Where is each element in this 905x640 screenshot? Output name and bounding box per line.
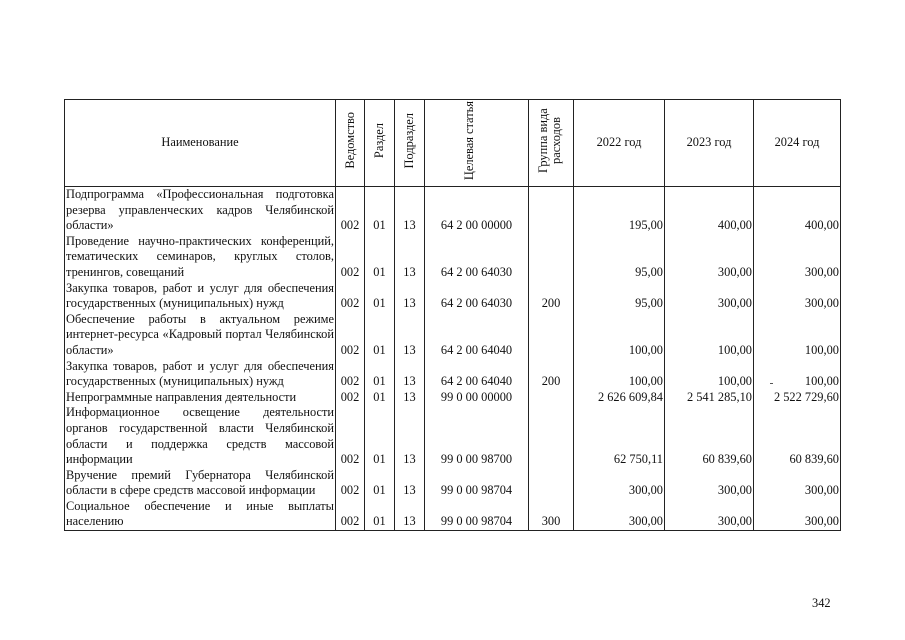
row-razdel-cell: 01: [365, 187, 395, 234]
row-vedomstvo-cell: 002: [336, 390, 365, 406]
row-podrazdel-cell: 13: [395, 405, 425, 467]
row-vedomstvo-cell: 002: [336, 234, 365, 281]
row-gruppa-cell: [529, 468, 574, 499]
row-name-cell: Подпрограмма «Профессиональная подготовка резерва управленческих кадров Челябинской области»: [66, 187, 334, 233]
header-year-2022: 2022 год: [574, 100, 665, 187]
row-podrazdel-cell: 13: [395, 468, 425, 499]
row-value-2022-cell: 195,00: [574, 187, 665, 234]
row-name-cell: Социальное обеспечение и иные выплаты населению: [65, 499, 336, 531]
row-value-2024-cell: 300,00: [754, 468, 841, 499]
row-name-cell: Обеспечение работы в актуальном режиме интернет-ресурса «Кадровый портал Челябинской области»: [66, 311, 334, 357]
row-value-2022-cell: 300,00: [574, 499, 665, 531]
row-razdel-cell: 01: [365, 281, 395, 312]
row-name-cell: Вручение премий Губернатора Челябинской области в сфере средств массовой информации: [66, 467, 334, 498]
row-gruppa-cell: [529, 187, 574, 234]
table-row: [65, 499, 841, 531]
row-podrazdel-cell: 13: [395, 312, 425, 359]
row-value-2024-cell: 300,00: [754, 281, 841, 312]
row-vedomstvo-cell: 002: [336, 281, 365, 312]
table-row: [65, 187, 841, 234]
row-name-cell: Закупка товаров, работ и услуг для обеспечения государственных (муниципальных) нужд: [66, 280, 334, 311]
row-value-2022-cell: 2 626 609,84: [574, 390, 665, 406]
row-value-2022-cell: 100,00: [574, 312, 665, 359]
table-row: [65, 312, 841, 359]
row-value-2024-cell: 100,00: [754, 359, 841, 390]
row-gruppa-cell: [529, 405, 574, 467]
row-value-2024-cell: 300,00: [754, 499, 841, 531]
row-tselevaya-statya-cell: 64 2 00 64030: [425, 234, 529, 281]
header-vedomstvo: Ведомство: [336, 100, 365, 187]
row-value-2022-cell: 300,00: [574, 468, 665, 499]
row-razdel-cell: 01: [365, 234, 395, 281]
row-value-2022-cell: 95,00: [574, 234, 665, 281]
row-razdel-cell: 01: [365, 359, 395, 390]
row-tselevaya-statya-cell: 64 2 00 64030: [425, 281, 529, 312]
row-name-cell: Закупка товаров, работ и услуг для обеспечения государственных (муниципальных) нужд: [66, 358, 334, 389]
row-value-2024-cell: 400,00: [754, 187, 841, 234]
row-razdel-cell: 01: [365, 312, 395, 359]
row-name-cell: Проведение научно-практических конференций, тематических семинаров, круглых столов, тренингов, совещаний: [66, 233, 334, 279]
scan-mark: [770, 383, 773, 384]
row-gruppa-cell: 200: [529, 359, 574, 390]
table-row: [65, 390, 841, 406]
row-razdel-cell: 01: [365, 405, 395, 467]
row-gruppa-cell: [529, 390, 574, 406]
row-value-2023-cell: 300,00: [665, 234, 754, 281]
header-year-2023: 2023 год: [665, 100, 754, 187]
header-gruppa-vida-raskhodov: Группа вида расходов: [529, 100, 574, 187]
row-value-2024-cell: 2 522 729,60: [754, 390, 841, 406]
row-value-2023-cell: 300,00: [665, 499, 754, 531]
row-value-2024-cell: 100,00: [754, 312, 841, 359]
row-vedomstvo-cell: 002: [336, 499, 365, 531]
row-tselevaya-statya-cell: 99 0 00 98700: [425, 405, 529, 467]
table-row: [65, 405, 841, 467]
row-tselevaya-statya-cell: 99 0 00 98704: [425, 499, 529, 531]
row-value-2023-cell: 300,00: [665, 281, 754, 312]
row-vedomstvo-cell: 002: [336, 405, 365, 467]
row-tselevaya-statya-cell: 99 0 00 98704: [425, 468, 529, 499]
row-value-2023-cell: 300,00: [665, 468, 754, 499]
table-header-row: [65, 100, 841, 187]
row-tselevaya-statya-cell: 64 2 00 00000: [425, 187, 529, 234]
row-razdel-cell: 01: [365, 468, 395, 499]
row-value-2023-cell: 100,00: [665, 359, 754, 390]
row-value-2023-cell: 400,00: [665, 187, 754, 234]
row-gruppa-cell: [529, 312, 574, 359]
table-row: [65, 359, 841, 390]
row-razdel-cell: 01: [365, 499, 395, 531]
row-value-2022-cell: 100,00: [574, 359, 665, 390]
row-razdel-cell: 01: [365, 390, 395, 406]
row-podrazdel-cell: 13: [395, 234, 425, 281]
header-podrazdel: Подраздел: [395, 100, 425, 187]
budget-sheet: [64, 99, 840, 531]
row-vedomstvo-cell: 002: [336, 359, 365, 390]
row-value-2023-cell: 2 541 285,10: [665, 390, 754, 406]
page-number: 342: [812, 596, 831, 610]
row-gruppa-cell: [529, 234, 574, 281]
row-tselevaya-statya-cell: 99 0 00 00000: [425, 390, 529, 406]
row-podrazdel-cell: 13: [395, 499, 425, 531]
row-value-2023-cell: 100,00: [665, 312, 754, 359]
header-tselevaya-statya: Целевая статья: [425, 100, 529, 187]
row-gruppa-cell: 300: [529, 499, 574, 531]
row-podrazdel-cell: 13: [395, 390, 425, 406]
row-gruppa-cell: 200: [529, 281, 574, 312]
row-value-2022-cell: 95,00: [574, 281, 665, 312]
row-name-cell: Информационное освещение деятельности органов государственной власти Челябинской области и поддержка средств массовой информации: [66, 405, 334, 467]
header-year-2024: 2024 год: [754, 100, 841, 187]
row-podrazdel-cell: 13: [395, 281, 425, 312]
row-value-2024-cell: 300,00: [754, 234, 841, 281]
header-name: Наименование: [65, 100, 336, 187]
budget-table: [64, 99, 841, 531]
row-vedomstvo-cell: 002: [336, 468, 365, 499]
table-row: [65, 281, 841, 312]
row-tselevaya-statya-cell: 64 2 00 64040: [425, 312, 529, 359]
row-podrazdel-cell: 13: [395, 359, 425, 390]
table-row: [65, 468, 841, 499]
table-row: [65, 234, 841, 281]
row-value-2024-cell: 60 839,60: [754, 405, 841, 467]
row-vedomstvo-cell: 002: [336, 312, 365, 359]
row-vedomstvo-cell: 002: [336, 187, 365, 234]
row-value-2023-cell: 60 839,60: [665, 405, 754, 467]
row-tselevaya-statya-cell: 64 2 00 64040: [425, 359, 529, 390]
row-podrazdel-cell: 13: [395, 187, 425, 234]
row-value-2022-cell: 62 750,11: [574, 405, 665, 467]
header-razdel: Раздел: [365, 100, 395, 187]
row-name-cell: Непрограммные направления деятельности: [65, 390, 336, 406]
